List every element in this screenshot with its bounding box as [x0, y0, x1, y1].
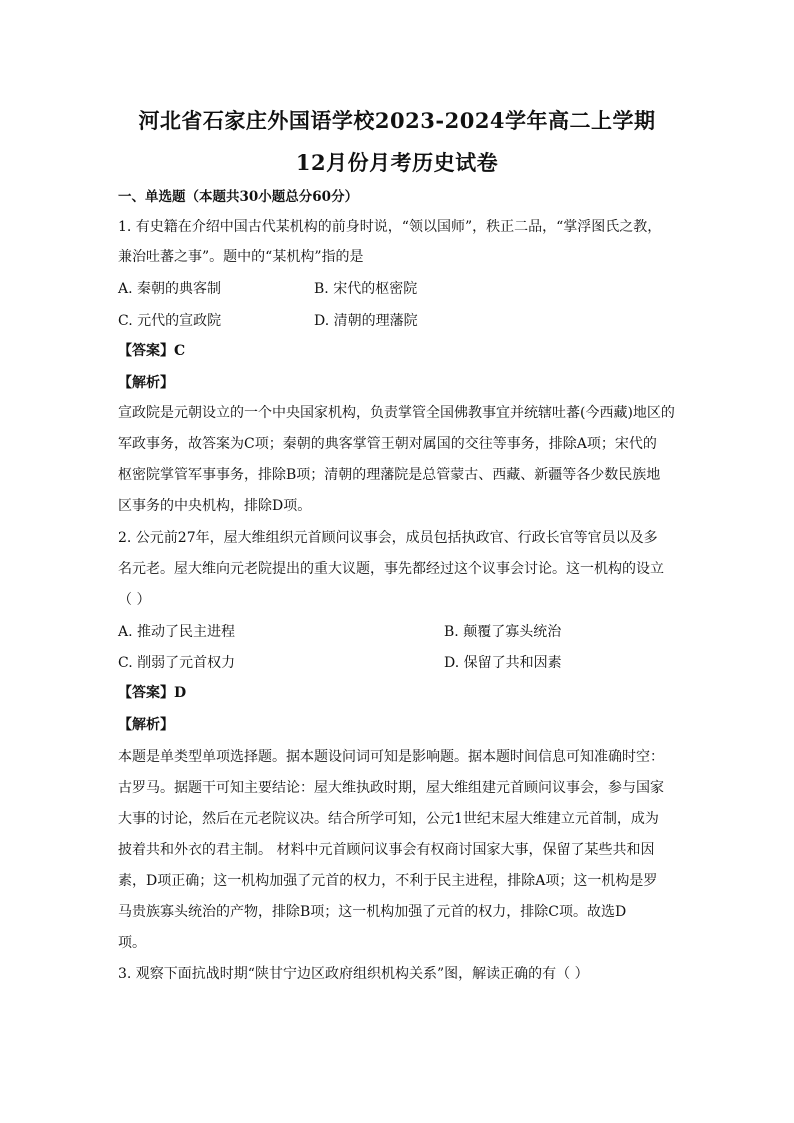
analysis-line: 素，D项正确；这一机构加强了元首的权力，不利于民主进程，排除A项；这一机构是罗: [118, 873, 658, 889]
option-a: A. 秦朝的典客制: [118, 281, 222, 297]
analysis-line: 军政事务，故答案为C项；秦朝的典客掌管王朝对属国的交往等事务，排除A项；宋代的: [118, 436, 657, 452]
option-d: D. 保留了共和因素: [444, 655, 562, 671]
option-c: C. 元代的宣政院: [118, 313, 222, 329]
analysis-line: 枢密院掌管军事事务，排除B项；清朝的理藩院是总管蒙古、西藏、新疆等各少数民族地: [118, 467, 661, 483]
option-a: A. 推动了民主进程: [118, 624, 236, 640]
answer-label: 【答案】D: [118, 685, 187, 701]
question-stem-line: 名元老。屋大维向元老院提出的重大议题，事先都经过这个议事会讨论。这一机构的设立: [118, 561, 664, 577]
question-stem-line: （ ）: [118, 592, 151, 608]
analysis-line: 马贵族寡头统治的产物，排除B项；这一机构加强了元首的权力，排除C项。故选D: [118, 904, 627, 920]
question-stem-line: 3. 观察下面抗战时期“陕甘宁边区政府组织机构关系”图，解读正确的有（ ）: [118, 966, 589, 982]
exam-title-line2: 12月份月考历史试卷: [295, 150, 499, 175]
option-b: B. 颠覆了寡头统治: [444, 624, 562, 640]
analysis-line: 宣政院是元朝设立的一个中央国家机构，负责掌管全国佛教事宜并统辖吐蕃(今西藏)地区的: [118, 405, 675, 421]
analysis-line: 古罗马。据题干可知主要结论：屋大维执政时期，屋大维组建元首顾问议事会，参与国家: [118, 780, 664, 796]
exam-title-line1: 河北省石家庄外国语学校2023-2024学年高二上学期: [138, 108, 656, 133]
analysis-line: 大事的讨论，然后在元老院议决。结合所学可知，公元1世纪末屋大维建立元首制，成为: [118, 811, 659, 827]
question-stem-line: 2. 公元前27年，屋大维组织元首顾问议事会，成员包括执政官、行政长官等官员以及多: [118, 530, 658, 546]
analysis-line: 披着共和外衣的君主制。 材料中元首顾问议事会有权商讨国家大事，保留了某些共和因: [118, 842, 655, 858]
option-d: D. 清朝的理藩院: [314, 313, 418, 329]
analysis-line: 区事务的中央机构，排除D项。: [118, 498, 312, 514]
question-stem-line: 1. 有史籍在介绍中国古代某机构的前身时说，“领以国师”，秩正二品，“掌浮图氏之教，: [118, 219, 662, 235]
section-heading: 一、单选题（本题共30小题总分60分）: [118, 189, 359, 205]
analysis-label: 【解析】: [118, 717, 174, 733]
question-stem-line: 兼治吐蕃之事”。题中的“某机构”指的是: [118, 249, 364, 265]
analysis-line: 项。: [118, 935, 146, 951]
answer-label: 【答案】C: [118, 343, 186, 359]
analysis-label: 【解析】: [118, 375, 174, 391]
analysis-line: 本题是单类型单项选择题。据本题设问词可知是影响题。据本题时间信息可知准确时空：: [118, 749, 664, 765]
option-c: C. 削弱了元首权力: [118, 655, 236, 671]
option-b: B. 宋代的枢密院: [314, 281, 418, 297]
